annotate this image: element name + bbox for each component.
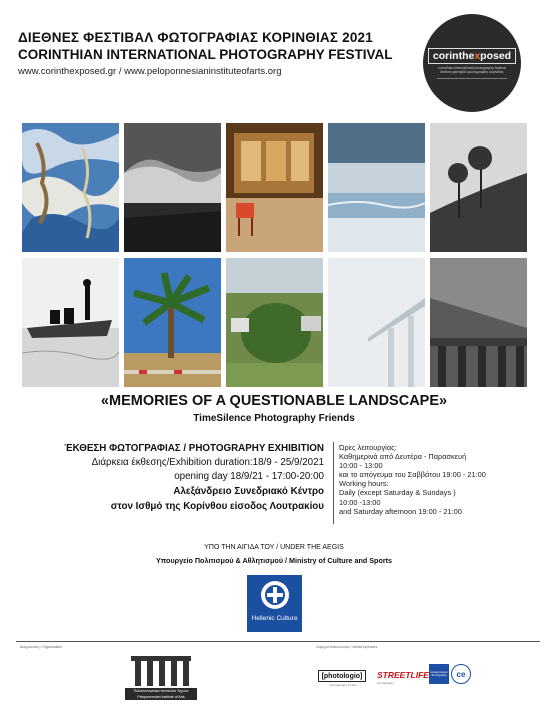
- hours-line: Ώρες λειτουργίας:: [339, 443, 397, 452]
- hours-line: Daily (except Saturday & Sundays ): [339, 488, 456, 498]
- photo-fog-bridge: [328, 258, 425, 387]
- photo-water-reflection: [22, 123, 119, 252]
- organization-label: Διοργάνωση / Organization: [20, 645, 63, 649]
- photologio-logo: [photologio]: [318, 670, 366, 682]
- hours-line: 10:00 - 13:00: [339, 461, 383, 471]
- photo-grid: [22, 123, 527, 387]
- hours-line: Καθημερινά από Δευτέρα - Παρασκευή: [339, 452, 467, 462]
- corinth-exposed-logo: [423, 14, 521, 112]
- logo-divider: [437, 78, 507, 79]
- exhibition-type: ΈΚΘΕΣΗ ΦΩΤΟΓΡΑΦΙΑΣ / PHOTOGRAPHY EXHIBITION: [64, 443, 324, 454]
- hours-line: Working hours:: [339, 479, 389, 489]
- festival-title-greek: ΔΙΕΘΝΕΣ ΦΕΣΤΙΒΑΛ ΦΩΤΟΓΡΑΦΙΑΣ ΚΟΡΙΝΘΙΑΣ 2021: [18, 30, 373, 45]
- hellenic-culture-label: Hellenic Culture: [251, 615, 298, 622]
- hours-line: and Saturday afternoon 19:00 - 21:00: [339, 506, 462, 516]
- festival-title-english: CORINTHIAN INTERNATIONAL PHOTOGRAPHY FESTIVAL: [18, 47, 393, 62]
- photo-palm-tree: [124, 258, 221, 387]
- institute-name-greek: Πελοποννησιακό Ινστιτούτο Τεχνών: [125, 688, 197, 694]
- exhibition-title: «MEMORIES OF A QUESTIONABLE LANDSCAPE»: [100, 393, 448, 409]
- working-hours: [339, 443, 486, 516]
- streetlife-tagline: photography: [377, 681, 394, 685]
- streetlife-logo: STREETLIFE: [377, 670, 429, 680]
- ministry-line: Υπουργείο Πολιτισμού & Αθλητισμού / Ministry of Culture and Sports: [155, 556, 393, 565]
- ce-logo: ce: [451, 664, 471, 684]
- aegis-line: ΥΠΟ ΤΗΝ ΑΙΓΙΔΑ ΤΟΥ / UNDER THE AEGIS: [204, 544, 344, 551]
- exhibition-info: [0, 443, 324, 512]
- photo-trees-hill: [430, 123, 527, 252]
- photo-interior-chair: [226, 123, 323, 252]
- hours-line: 10:00 -13:00: [339, 497, 381, 507]
- exhibition-duration: Διάρκεια έκθεσης/Exhibition duration:18/9 - 25/9/2021: [91, 457, 324, 468]
- logo-tagline-english: corinthian international photography festival: [438, 65, 506, 70]
- sponsor-label: Χορηγοί επικοινωνίας / Media sponsors: [316, 645, 378, 649]
- venue-name: Αλεξάνδρειο Συνεδριακό Κέντρο: [173, 486, 324, 497]
- venue-location: στον Ισθμό της Κορίνθου είσοδος Λουτρακίου: [110, 501, 324, 512]
- greek-emblem-icon: [261, 581, 289, 609]
- institute-name-english: Peloponnesian Institute of Arts: [125, 694, 197, 700]
- info-divider: [333, 442, 334, 524]
- header: [18, 30, 418, 77]
- festival-urls[interactable]: www.corinthexposed.gr / www.peloponnesianinstituteofarts.org: [18, 66, 282, 77]
- photo-bush-car: [226, 258, 323, 387]
- footer-divider: [16, 641, 540, 642]
- photologio-tagline: photography & video: [330, 683, 358, 687]
- photo-seascape: [328, 123, 425, 252]
- exhibition-subtitle: TimeSilence Photography Friends: [193, 413, 355, 424]
- hours-line: και το απόγευμα του Σαββάτου 19:00 - 21:00: [339, 470, 486, 480]
- logo-tagline-greek: διεθνές φεστιβάλ φωτογραφίας κορινθίας: [440, 69, 504, 74]
- photo-archive-logo: Ιστορικό Αρχείο Φωτογραφίας: [429, 664, 449, 684]
- logo-wordmark: corinthexposed: [428, 48, 516, 64]
- photo-ruins-columns: [430, 258, 527, 387]
- photo-boat-fishermen: [22, 258, 119, 387]
- hellenic-culture-logo: [247, 575, 302, 632]
- photo-bw-sky: [124, 123, 221, 252]
- opening-day: opening day 18/9/21 - 17:00-20:00: [174, 471, 324, 482]
